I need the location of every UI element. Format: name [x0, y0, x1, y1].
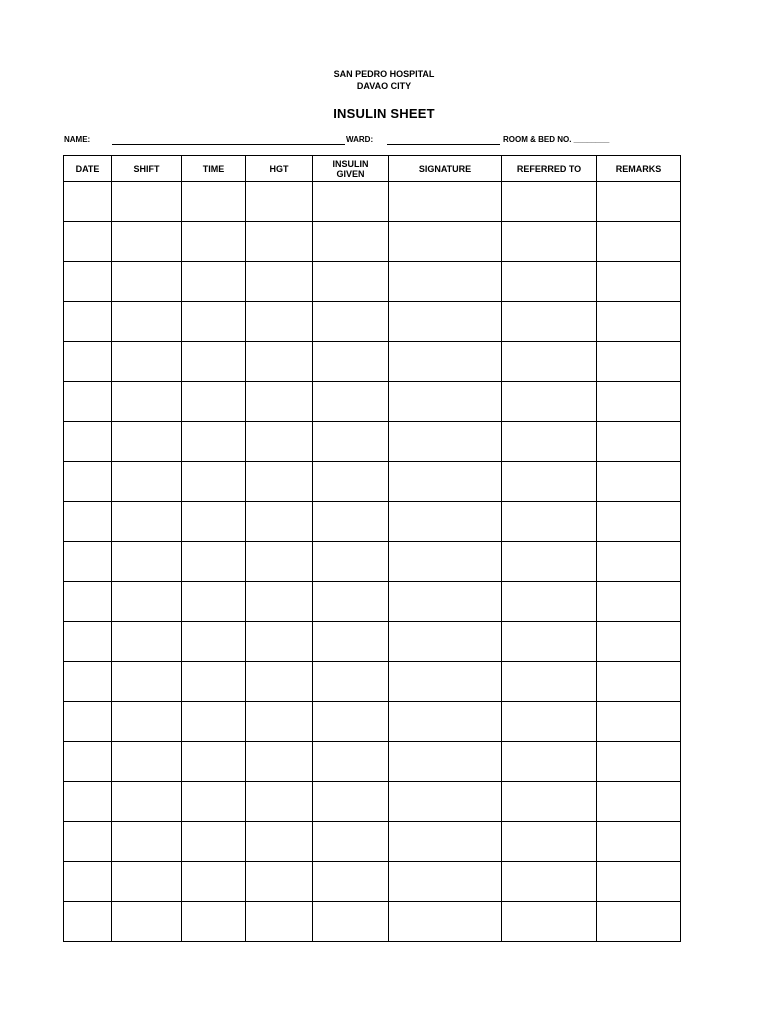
cell-hgt[interactable]	[246, 462, 313, 502]
cell-remarks[interactable]	[597, 342, 681, 382]
cell-shift[interactable]	[112, 702, 182, 742]
cell-referred-to[interactable]	[502, 742, 597, 782]
cell-date[interactable]	[64, 822, 112, 862]
cell-date[interactable]	[64, 782, 112, 822]
table-row	[64, 822, 681, 862]
cell-remarks[interactable]	[597, 742, 681, 782]
cell-signature[interactable]	[389, 742, 502, 782]
cell-date[interactable]	[64, 382, 112, 422]
cell-date[interactable]	[64, 902, 112, 942]
cell-signature[interactable]	[389, 302, 502, 342]
cell-shift[interactable]	[112, 462, 182, 502]
cell-shift[interactable]	[112, 302, 182, 342]
cell-time[interactable]	[182, 462, 246, 502]
table-row	[64, 182, 681, 222]
cell-signature[interactable]	[389, 902, 502, 942]
table-row	[64, 742, 681, 782]
cell-hgt[interactable]	[246, 622, 313, 662]
ward-label: WARD:	[346, 135, 374, 144]
column-header-time: TIME	[182, 156, 246, 182]
cell-hgt[interactable]	[246, 302, 313, 342]
cell-insulin-given[interactable]	[313, 502, 389, 542]
cell-insulin-given[interactable]	[313, 622, 389, 662]
hospital-city: DAVAO CITY	[356, 81, 412, 91]
cell-shift[interactable]	[112, 822, 182, 862]
cell-referred-to[interactable]	[502, 462, 597, 502]
cell-referred-to[interactable]	[502, 782, 597, 822]
cell-date[interactable]	[64, 742, 112, 782]
cell-signature[interactable]	[389, 182, 502, 222]
cell-hgt[interactable]	[246, 822, 313, 862]
cell-hgt[interactable]	[246, 542, 313, 582]
cell-date[interactable]	[64, 182, 112, 222]
table-row	[64, 542, 681, 582]
cell-shift[interactable]	[112, 902, 182, 942]
cell-shift[interactable]	[112, 582, 182, 622]
table-row	[64, 862, 681, 902]
cell-remarks[interactable]	[597, 302, 681, 342]
cell-remarks[interactable]	[597, 902, 681, 942]
cell-insulin-given[interactable]	[313, 302, 389, 342]
cell-signature[interactable]	[389, 262, 502, 302]
cell-time[interactable]	[182, 302, 246, 342]
table-row	[64, 342, 681, 382]
cell-insulin-given[interactable]	[313, 862, 389, 902]
cell-date[interactable]	[64, 342, 112, 382]
cell-date[interactable]	[64, 302, 112, 342]
table-row	[64, 502, 681, 542]
cell-remarks[interactable]	[597, 542, 681, 582]
name-field[interactable]	[112, 144, 345, 145]
cell-remarks[interactable]	[597, 222, 681, 262]
cell-time[interactable]	[182, 902, 246, 942]
table-row	[64, 222, 681, 262]
cell-signature[interactable]	[389, 822, 502, 862]
cell-referred-to[interactable]	[502, 182, 597, 222]
cell-signature[interactable]	[389, 702, 502, 742]
cell-referred-to[interactable]	[502, 222, 597, 262]
cell-insulin-given[interactable]	[313, 822, 389, 862]
cell-signature[interactable]	[389, 662, 502, 702]
cell-insulin-given[interactable]	[313, 782, 389, 822]
cell-remarks[interactable]	[597, 262, 681, 302]
cell-date[interactable]	[64, 462, 112, 502]
table-row	[64, 702, 681, 742]
cell-insulin-given[interactable]	[313, 542, 389, 582]
column-header-remarks: REMARKS	[597, 156, 681, 182]
cell-signature[interactable]	[389, 582, 502, 622]
cell-remarks[interactable]	[597, 182, 681, 222]
cell-remarks[interactable]	[597, 422, 681, 462]
cell-signature[interactable]	[389, 782, 502, 822]
cell-shift[interactable]	[112, 622, 182, 662]
cell-time[interactable]	[182, 262, 246, 302]
cell-remarks[interactable]	[597, 582, 681, 622]
cell-insulin-given[interactable]	[313, 382, 389, 422]
cell-signature[interactable]	[389, 622, 502, 662]
column-header-insulin-given	[313, 156, 389, 182]
table-row	[64, 262, 681, 302]
cell-time[interactable]	[182, 502, 246, 542]
ward-field[interactable]	[387, 144, 500, 145]
cell-hgt[interactable]	[246, 582, 313, 622]
cell-insulin-given[interactable]	[313, 662, 389, 702]
cell-referred-to[interactable]	[502, 342, 597, 382]
cell-shift[interactable]	[112, 262, 182, 302]
table-row	[64, 622, 681, 662]
cell-referred-to[interactable]	[502, 822, 597, 862]
cell-hgt[interactable]	[246, 222, 313, 262]
cell-shift[interactable]	[112, 222, 182, 262]
cell-insulin-given[interactable]	[313, 462, 389, 502]
cell-insulin-given[interactable]	[313, 702, 389, 742]
cell-insulin-given[interactable]	[313, 422, 389, 462]
cell-remarks[interactable]	[597, 782, 681, 822]
cell-signature[interactable]	[389, 422, 502, 462]
cell-shift[interactable]	[112, 182, 182, 222]
cell-signature[interactable]	[389, 382, 502, 422]
cell-signature[interactable]	[389, 502, 502, 542]
cell-shift[interactable]	[112, 782, 182, 822]
cell-signature[interactable]	[389, 222, 502, 262]
column-header-date: DATE	[64, 156, 112, 182]
cell-time[interactable]	[182, 182, 246, 222]
cell-referred-to[interactable]	[502, 702, 597, 742]
cell-referred-to[interactable]	[502, 382, 597, 422]
cell-referred-to[interactable]	[502, 262, 597, 302]
cell-hgt[interactable]	[246, 902, 313, 942]
cell-insulin-given[interactable]	[313, 582, 389, 622]
cell-date[interactable]	[64, 502, 112, 542]
cell-referred-to[interactable]	[502, 902, 597, 942]
cell-signature[interactable]	[389, 862, 502, 902]
cell-insulin-given[interactable]	[313, 742, 389, 782]
table-row	[64, 582, 681, 622]
table-row	[64, 302, 681, 342]
cell-date[interactable]	[64, 222, 112, 262]
table-header-row	[64, 156, 681, 182]
cell-shift[interactable]	[112, 422, 182, 462]
cell-date[interactable]	[64, 662, 112, 702]
cell-time[interactable]	[182, 382, 246, 422]
cell-shift[interactable]	[112, 542, 182, 582]
table-row	[64, 422, 681, 462]
name-label: NAME:	[64, 135, 91, 144]
cell-time[interactable]	[182, 342, 246, 382]
column-header-shift: SHIFT	[112, 156, 182, 182]
cell-hgt[interactable]	[246, 702, 313, 742]
cell-referred-to[interactable]	[502, 662, 597, 702]
cell-time[interactable]	[182, 742, 246, 782]
cell-time[interactable]	[182, 222, 246, 262]
cell-hgt[interactable]	[246, 382, 313, 422]
room-bed-label: ROOM & BED NO. ________	[503, 135, 610, 144]
cell-date[interactable]	[64, 262, 112, 302]
cell-date[interactable]	[64, 862, 112, 902]
cell-referred-to[interactable]	[502, 542, 597, 582]
cell-time[interactable]	[182, 622, 246, 662]
cell-time[interactable]	[182, 782, 246, 822]
cell-remarks[interactable]	[597, 702, 681, 742]
table-row	[64, 462, 681, 502]
cell-insulin-given[interactable]	[313, 222, 389, 262]
cell-referred-to[interactable]	[502, 622, 597, 662]
insulin-given-label: INSULIN GIVEN	[332, 158, 369, 179]
cell-date[interactable]	[64, 542, 112, 582]
cell-time[interactable]	[182, 422, 246, 462]
cell-time[interactable]	[182, 702, 246, 742]
cell-shift[interactable]	[112, 502, 182, 542]
cell-hgt[interactable]	[246, 502, 313, 542]
cell-shift[interactable]	[112, 862, 182, 902]
cell-hgt[interactable]	[246, 262, 313, 302]
cell-remarks[interactable]	[597, 382, 681, 422]
cell-remarks[interactable]	[597, 502, 681, 542]
cell-insulin-given[interactable]	[313, 902, 389, 942]
cell-date[interactable]	[64, 702, 112, 742]
cell-insulin-given[interactable]	[313, 182, 389, 222]
cell-signature[interactable]	[389, 342, 502, 382]
hospital-name: SAN PEDRO HOSPITAL	[333, 69, 435, 79]
cell-hgt[interactable]	[246, 662, 313, 702]
cell-time[interactable]	[182, 862, 246, 902]
cell-signature[interactable]	[389, 542, 502, 582]
cell-signature[interactable]	[389, 462, 502, 502]
cell-referred-to[interactable]	[502, 582, 597, 622]
cell-remarks[interactable]	[597, 822, 681, 862]
cell-remarks[interactable]	[597, 622, 681, 662]
insulin-table	[63, 155, 681, 942]
cell-referred-to[interactable]	[502, 422, 597, 462]
cell-remarks[interactable]	[597, 862, 681, 902]
cell-time[interactable]	[182, 662, 246, 702]
table-row	[64, 902, 681, 942]
cell-date[interactable]	[64, 622, 112, 662]
cell-shift[interactable]	[112, 382, 182, 422]
cell-referred-to[interactable]	[502, 302, 597, 342]
cell-time[interactable]	[182, 582, 246, 622]
cell-shift[interactable]	[112, 742, 182, 782]
cell-referred-to[interactable]	[502, 862, 597, 902]
cell-shift[interactable]	[112, 662, 182, 702]
column-header-signature: SIGNATURE	[389, 156, 502, 182]
cell-time[interactable]	[182, 542, 246, 582]
hospital-header	[0, 68, 768, 92]
cell-hgt[interactable]	[246, 342, 313, 382]
cell-hgt[interactable]	[246, 182, 313, 222]
column-header-referred-to: REFERRED TO	[502, 156, 597, 182]
cell-remarks[interactable]	[597, 462, 681, 502]
table-row	[64, 662, 681, 702]
cell-insulin-given[interactable]	[313, 262, 389, 302]
cell-hgt[interactable]	[246, 422, 313, 462]
cell-referred-to[interactable]	[502, 502, 597, 542]
cell-hgt[interactable]	[246, 742, 313, 782]
cell-remarks[interactable]	[597, 662, 681, 702]
page-title: INSULIN SHEET	[333, 106, 435, 121]
cell-date[interactable]	[64, 582, 112, 622]
cell-shift[interactable]	[112, 342, 182, 382]
cell-time[interactable]	[182, 822, 246, 862]
column-header-hgt: HGT	[246, 156, 313, 182]
cell-insulin-given[interactable]	[313, 342, 389, 382]
cell-date[interactable]	[64, 422, 112, 462]
table-row	[64, 382, 681, 422]
cell-hgt[interactable]	[246, 862, 313, 902]
table-row	[64, 782, 681, 822]
cell-hgt[interactable]	[246, 782, 313, 822]
